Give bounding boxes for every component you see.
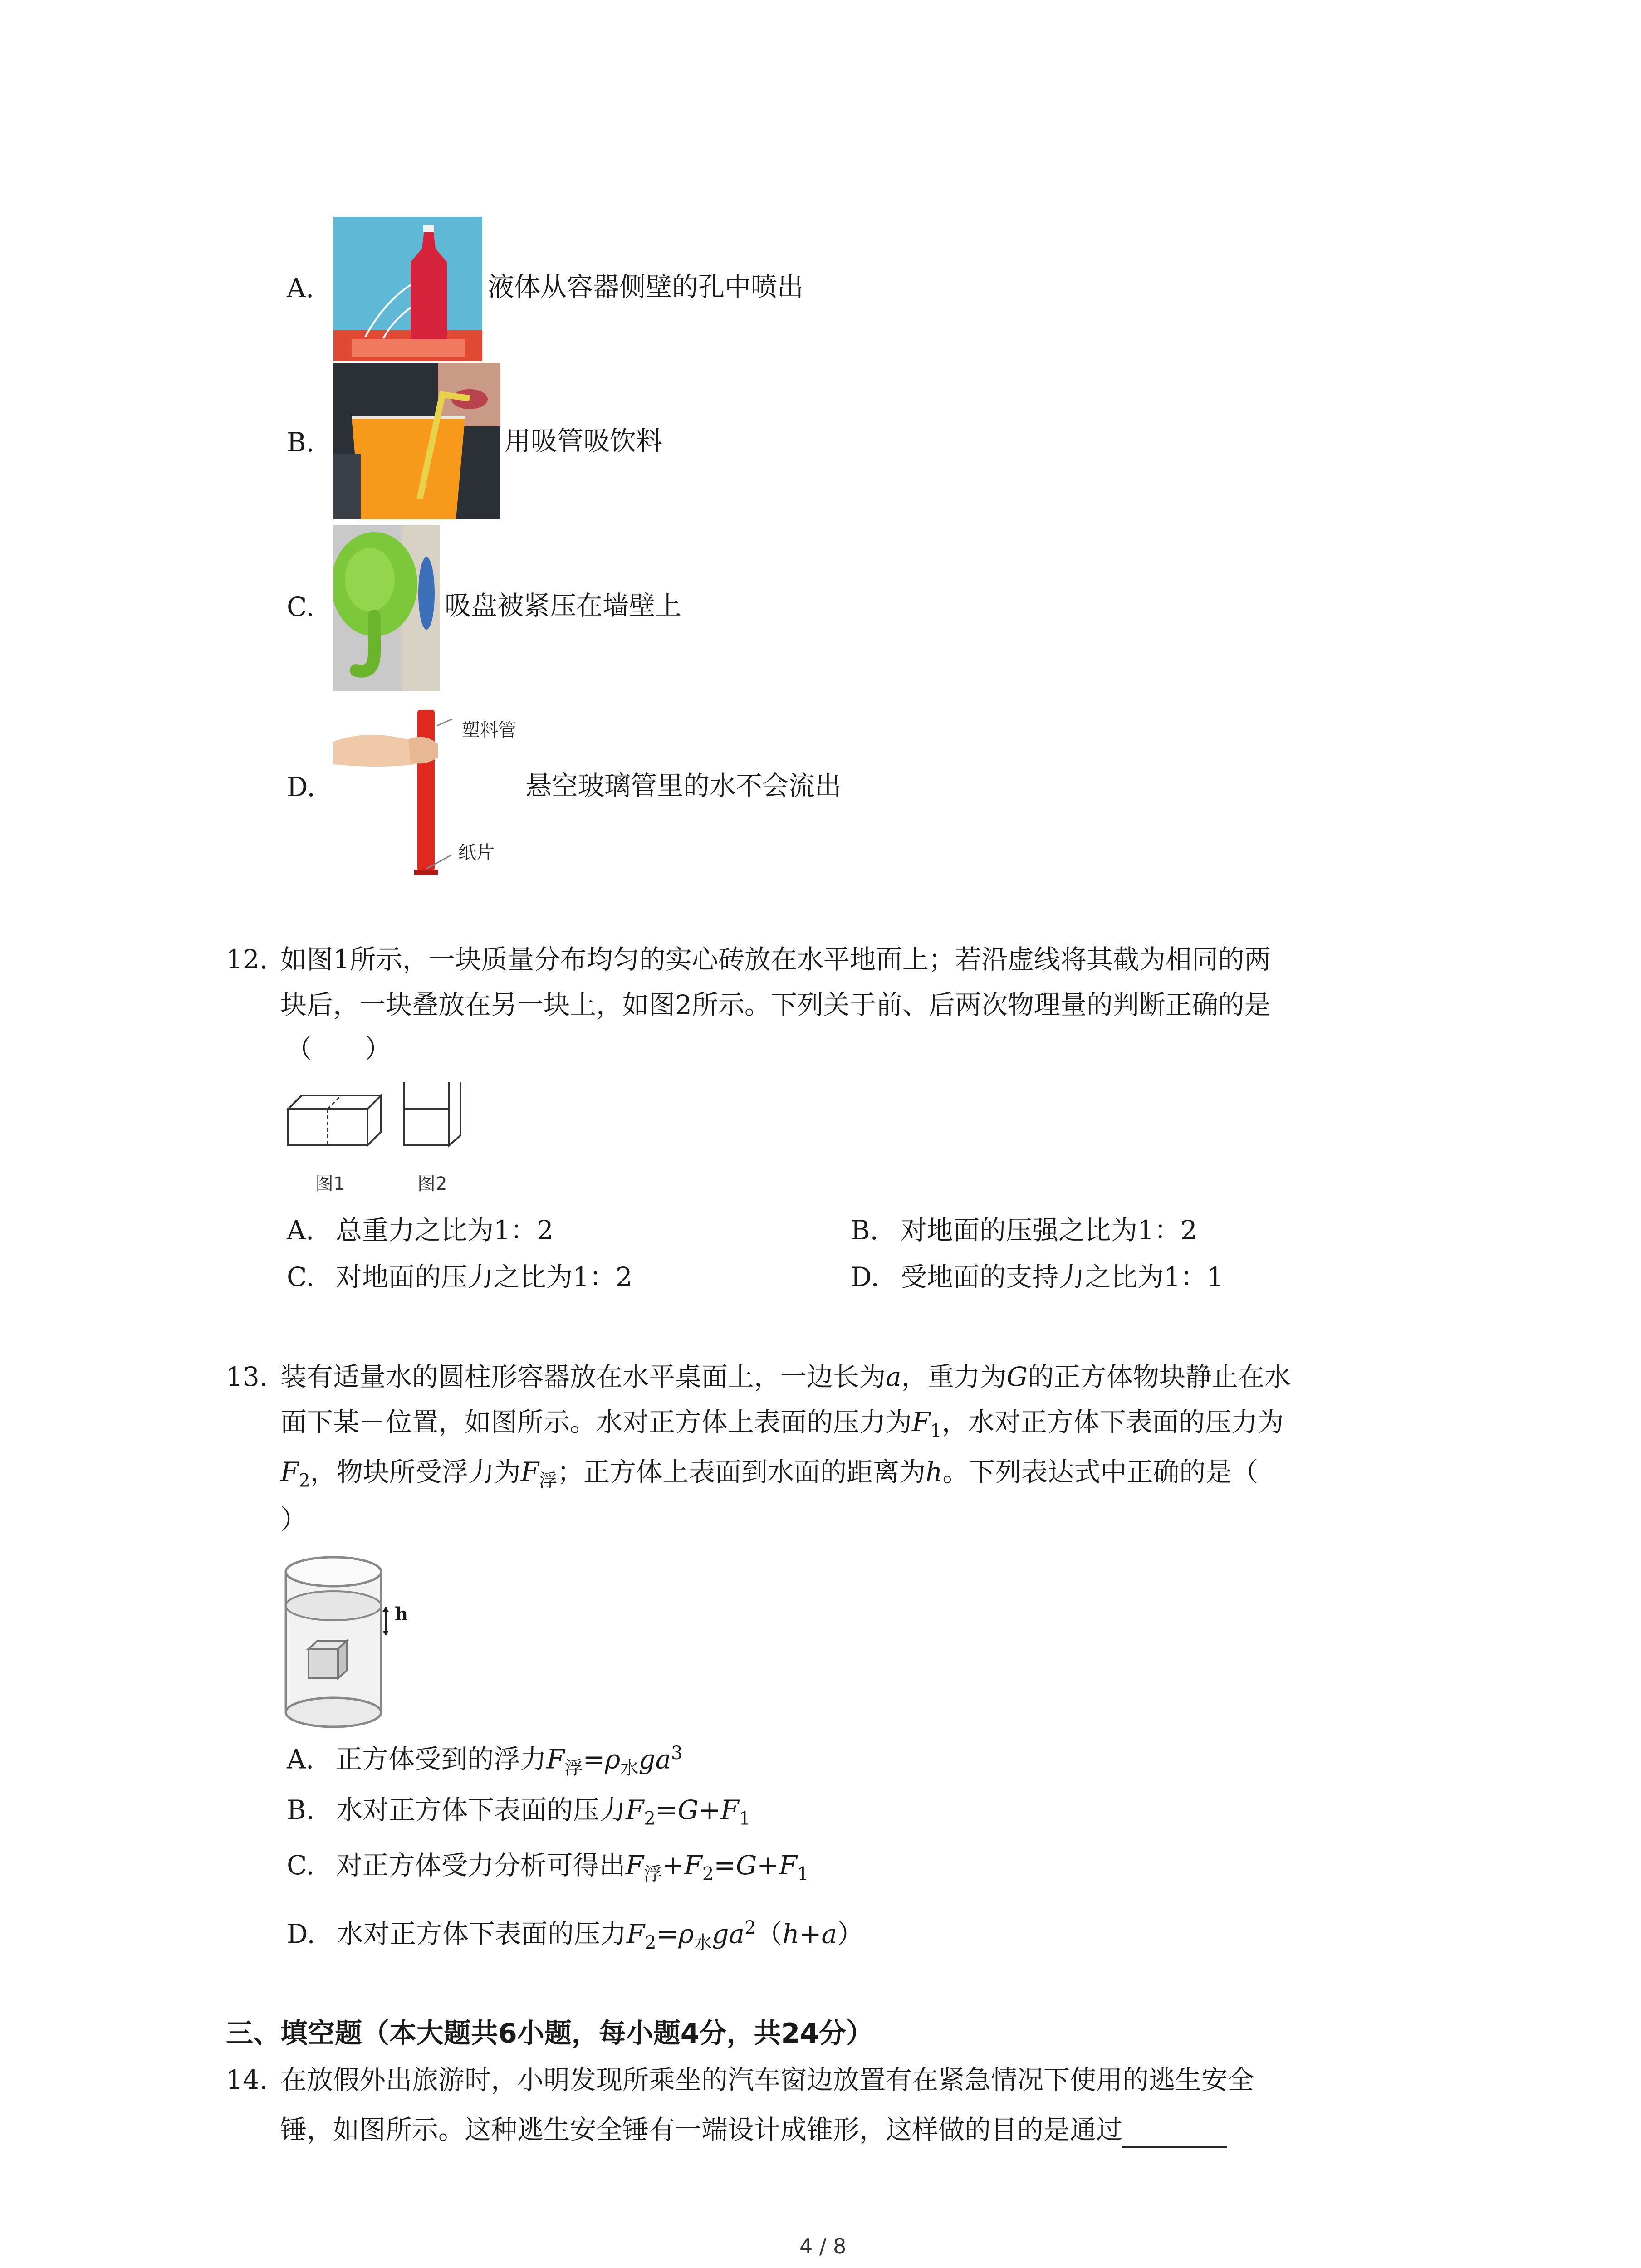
option-text: 对地面的压力之比为1：2 bbox=[336, 1261, 632, 1292]
question-text-line: 装有适量水的圆柱形容器放在水平桌面上，一边长为a，重力为G的正方体物块静止在水 bbox=[280, 1361, 1291, 1392]
question-number: 12. bbox=[226, 944, 268, 975]
question-text-line: 锤，如图所示。这种逃生安全锤有一端设计成锥形，这样做的目的是通过 bbox=[280, 2112, 1227, 2148]
option-letter: B. bbox=[287, 427, 315, 458]
question-text-line: 如图1所示，一块质量分布均匀的实心砖放在水平地面上；若沿虚线将其截为相同的两 bbox=[280, 944, 1271, 975]
option-letter: A. bbox=[287, 1215, 314, 1246]
suction-cup-illustration bbox=[333, 525, 440, 691]
brick-figures bbox=[281, 1082, 472, 1163]
question-text-line: 面下某－位置，如图所示。水对正方体上表面的压力为$F_1$，水对正方体下表面的压力为 bbox=[280, 1407, 1284, 1442]
option-c: C. 对正方体受力分析可得出$F_浮+F_2=G+F_1$ bbox=[287, 1850, 809, 1885]
figure-2-caption: 图2 bbox=[417, 1173, 447, 1194]
question-text-line: 块后，一块叠放在另一块上，如图2所示。下列关于前、后两次物理量的判断正确的是 bbox=[280, 989, 1271, 1020]
option-text: 悬空玻璃管里的水不会流出 bbox=[525, 770, 842, 801]
answer-blank[interactable] bbox=[1122, 2119, 1227, 2148]
option-letter: C. bbox=[287, 1261, 314, 1292]
tube-label: 塑料管 bbox=[462, 720, 516, 741]
straw-drink-image bbox=[333, 363, 500, 519]
question-text-line: $F_2$，物块所受浮力为$F_浮$；正方体上表面到水面的距离为h。下列表达式中正确的是（ bbox=[280, 1457, 1259, 1491]
bottle-image bbox=[333, 217, 482, 361]
question-number: 14. bbox=[226, 2064, 268, 2095]
container-figure bbox=[279, 1554, 415, 1730]
section-heading: 三、填空题（本大题共6小题，每小题4分，共24分） bbox=[226, 2018, 873, 2049]
option-letter: C. bbox=[287, 591, 314, 622]
option-text: 受地面的支持力之比为1：1 bbox=[901, 1261, 1224, 1292]
option-text: 吸盘被紧压在墙壁上 bbox=[445, 590, 682, 621]
option-text: 对地面的压强之比为1：2 bbox=[901, 1215, 1197, 1246]
answer-bracket: （ ） bbox=[286, 1033, 392, 1064]
option-a: A. 正方体受到的浮力$F_浮=\rho_水ga^3$ bbox=[287, 1743, 683, 1779]
figure-1-caption: 图1 bbox=[315, 1173, 345, 1194]
option-text: 液体从容器侧壁的孔中喷出 bbox=[488, 271, 804, 302]
option-text: 总重力之比为1：2 bbox=[336, 1215, 554, 1246]
suction-cup-image bbox=[333, 525, 440, 691]
option-text: 用吸管吸饮料 bbox=[505, 425, 663, 456]
option-b: B. 水对正方体下表面的压力$F_2=G+F_1$ bbox=[287, 1794, 751, 1829]
option-letter: B. bbox=[851, 1215, 879, 1246]
question-number: 13. bbox=[226, 1361, 268, 1392]
page-number: 4 / 8 bbox=[799, 2234, 847, 2258]
figure-2-stack bbox=[404, 1082, 460, 1145]
option-d: D. 水对正方体下表面的压力$F_2=\rho_水ga^2(h+a)$ bbox=[287, 1917, 864, 1953]
option-letter: D. bbox=[287, 772, 315, 802]
figure-1-brick bbox=[288, 1095, 381, 1145]
answer-bracket-close: ） bbox=[280, 1504, 307, 1535]
straw-illustration bbox=[333, 363, 500, 519]
option-letter: D. bbox=[851, 1261, 879, 1292]
question-text-line: 在放假外出旅游时，小明发现所乘坐的汽车窗边放置有在紧急情况下使用的逃生安全 bbox=[280, 2064, 1254, 2095]
option-letter: A. bbox=[287, 273, 314, 303]
depth-label: h bbox=[395, 1603, 408, 1625]
card-label: 纸片 bbox=[458, 842, 495, 863]
bottle-illustration bbox=[333, 217, 482, 361]
